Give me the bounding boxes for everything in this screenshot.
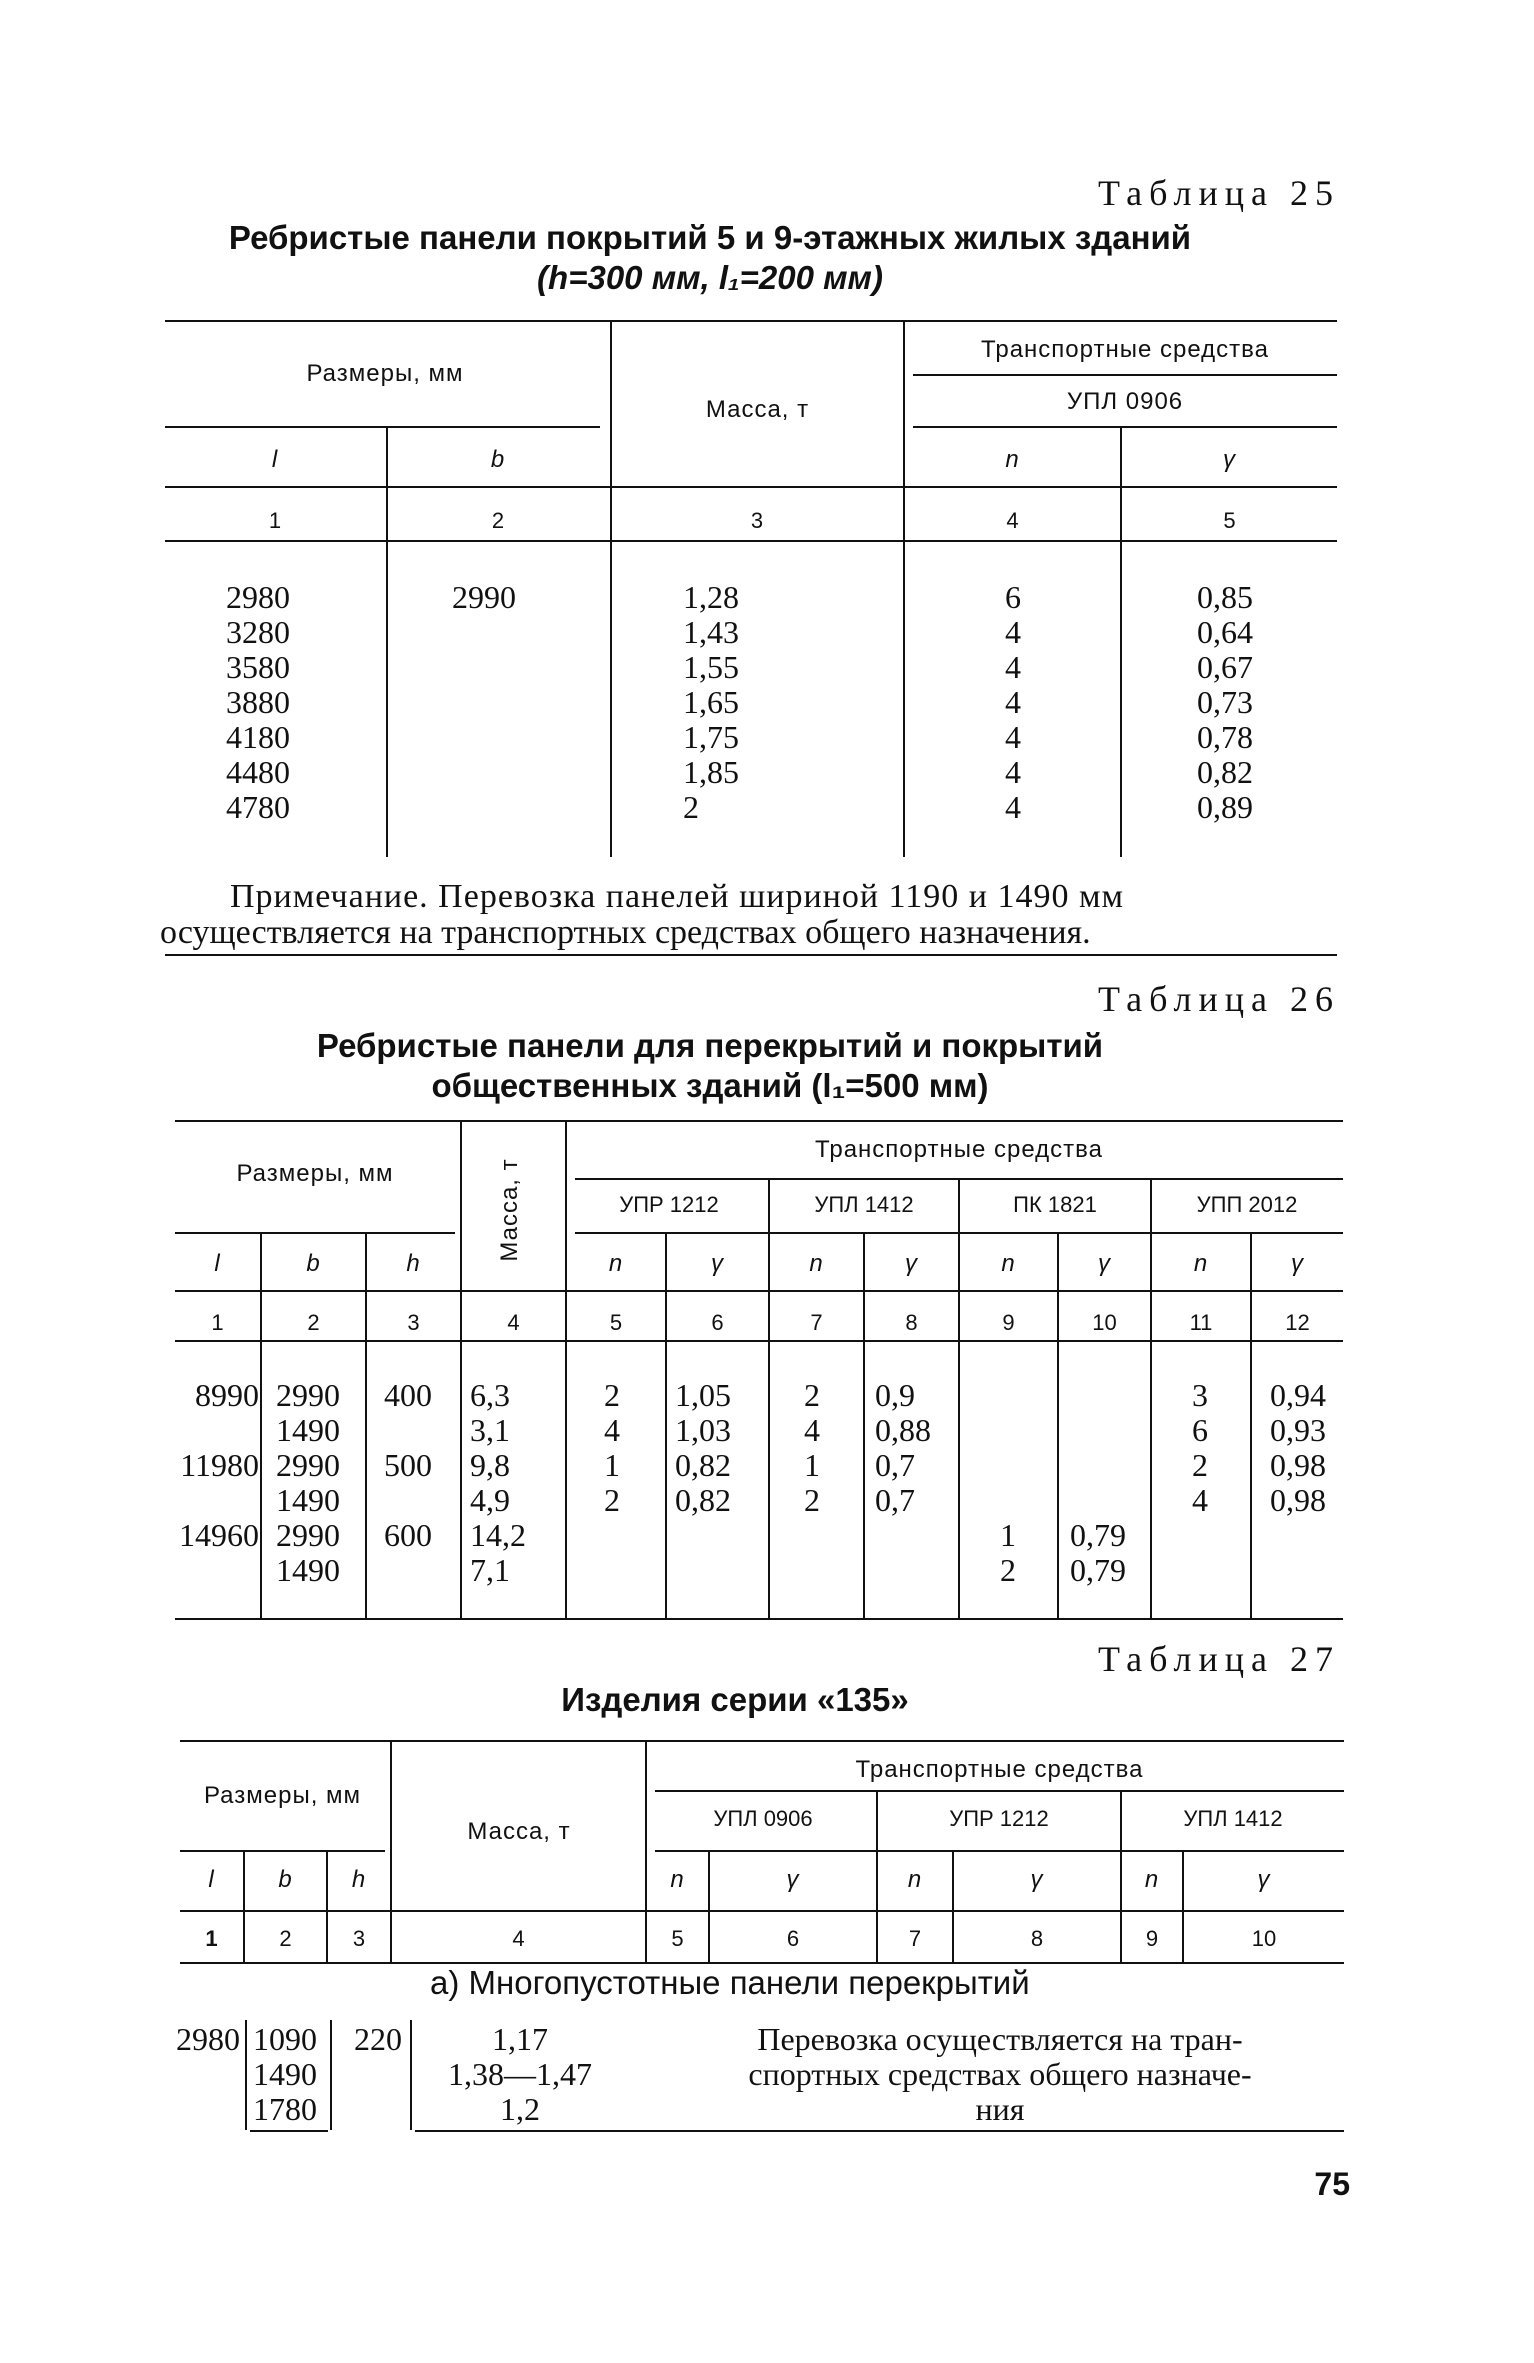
header-n: n bbox=[1144, 1866, 1160, 1893]
header-mass-vertical: Масса, т bbox=[496, 1158, 523, 1262]
rule bbox=[610, 322, 612, 857]
header-n: n bbox=[608, 1250, 624, 1277]
header-b: b bbox=[490, 446, 506, 473]
column-number: 12 bbox=[1285, 1310, 1310, 1335]
header-h: h bbox=[406, 1250, 421, 1277]
table-26-subtitle: общественных зданий (l₁=500 мм) bbox=[431, 1067, 989, 1104]
table-25-title: Ребристые панели покрытий 5 и 9-этажных жилых зданий bbox=[228, 219, 1192, 256]
header-mass: Масса, т bbox=[705, 396, 810, 423]
column-mass-values: 6,3 3,1 9,8 4,9 14,2 7,1 bbox=[470, 1377, 526, 1588]
column-h-values: 220 bbox=[354, 2021, 402, 2057]
column-number: 2 bbox=[279, 1926, 292, 1951]
header-n: n bbox=[670, 1866, 685, 1893]
column-number: 4 bbox=[1006, 508, 1019, 533]
header-gamma: γ bbox=[711, 1250, 724, 1277]
rule bbox=[245, 2020, 247, 2130]
header-upr-1212: УПР 1212 bbox=[619, 1192, 719, 1217]
column-number: 2 bbox=[307, 1310, 320, 1335]
table-26-title: Ребристые панели для перекрытий и покрытий bbox=[316, 1027, 1104, 1064]
header-mass: Масса, т bbox=[467, 1818, 571, 1845]
column-n-values: 2 4 1 2 bbox=[604, 1377, 620, 1518]
page-number: 75 bbox=[1314, 2166, 1350, 2202]
column-l-values: 8990 11980 14960 bbox=[179, 1377, 259, 1553]
column-number: 4 bbox=[507, 1310, 520, 1335]
table-27-label: Таблица 27 bbox=[1098, 1639, 1340, 1679]
header-gamma: γ bbox=[1257, 1866, 1271, 1893]
header-gamma: γ bbox=[1030, 1866, 1044, 1893]
column-number: 1 bbox=[211, 1310, 224, 1335]
header-upl-1412: УПЛ 1412 bbox=[1183, 1806, 1283, 1831]
column-gamma-values: 0,94 0,93 0,98 0,98 bbox=[1270, 1377, 1326, 1518]
rule bbox=[575, 1232, 1343, 1234]
column-l-values: 2980 bbox=[176, 2021, 240, 2057]
column-number: 6 bbox=[711, 1310, 724, 1335]
header-gamma: γ bbox=[1098, 1250, 1111, 1277]
column-number: 5 bbox=[671, 1926, 684, 1951]
column-number: 8 bbox=[905, 1310, 918, 1335]
rule bbox=[903, 322, 905, 857]
header-l: l bbox=[208, 1866, 215, 1893]
rule bbox=[165, 540, 1337, 542]
table-27-title: Изделия серии «135» bbox=[561, 1681, 909, 1718]
header-h: h bbox=[351, 1866, 367, 1893]
column-number: 3 bbox=[750, 508, 764, 533]
table-25-label: Таблица 25 bbox=[1098, 173, 1340, 213]
column-number: 5 bbox=[1223, 508, 1236, 533]
header-transport: Транспортные средства bbox=[815, 1136, 1103, 1163]
column-b-values: 2990 1490 2990 1490 2990 1490 bbox=[276, 1377, 340, 1588]
rule bbox=[165, 426, 600, 428]
header-upl-1412: УПЛ 1412 bbox=[814, 1192, 914, 1217]
rule bbox=[768, 1180, 770, 1619]
header-n: n bbox=[1193, 1250, 1209, 1277]
header-transport: Транспортные средства bbox=[981, 336, 1269, 363]
header-b: b bbox=[278, 1866, 293, 1893]
rule bbox=[165, 320, 1337, 322]
column-h-values: 400 500 600 bbox=[384, 1377, 432, 1553]
header-gamma: γ bbox=[1223, 446, 1236, 473]
header-upl-0906: УПЛ 0906 bbox=[1066, 388, 1184, 415]
table-25-note-cont: осуществляется на транспортных средствах общего назначения. bbox=[160, 914, 1091, 951]
rule bbox=[913, 374, 1337, 376]
header-gamma: γ bbox=[1291, 1250, 1304, 1277]
column-number: 7 bbox=[908, 1926, 922, 1951]
rule bbox=[655, 1850, 1344, 1852]
column-l-values: 2980 3280 3580 3880 4180 4480 4780 bbox=[226, 579, 290, 825]
column-number: 2 bbox=[491, 508, 505, 533]
header-sizes: Размеры, мм bbox=[236, 1160, 394, 1187]
column-number: 9 bbox=[1002, 1310, 1015, 1335]
column-number: 1 bbox=[268, 508, 282, 533]
rule bbox=[655, 1790, 1344, 1792]
header-n: n bbox=[1001, 1250, 1016, 1277]
column-number: 10 bbox=[1251, 1926, 1277, 1951]
header-sizes: Размеры, мм bbox=[306, 360, 464, 387]
rule bbox=[565, 1122, 567, 1619]
header-n: n bbox=[809, 1250, 824, 1277]
rule bbox=[175, 1120, 1343, 1122]
header-b: b bbox=[306, 1250, 321, 1277]
rule bbox=[175, 1618, 1343, 1620]
column-number: 3 bbox=[352, 1926, 366, 1951]
rule bbox=[1120, 428, 1122, 857]
column-number: 1 bbox=[205, 1926, 218, 1951]
column-b-values: 2990 bbox=[452, 579, 516, 615]
rule bbox=[575, 1178, 1343, 1180]
table-25-note: Примечание. Перевозка панелей шириной 1190 и 1490 мм bbox=[230, 878, 1125, 915]
rule bbox=[165, 486, 1337, 488]
column-n-values: 2 4 1 2 bbox=[804, 1377, 820, 1518]
rule bbox=[460, 1122, 462, 1619]
column-number: 8 bbox=[1030, 1926, 1044, 1951]
rule bbox=[958, 1180, 960, 1619]
column-gamma-values: 0,85 0,64 0,67 0,73 0,78 0,82 0,89 bbox=[1197, 579, 1253, 825]
column-number: 11 bbox=[1189, 1310, 1213, 1335]
column-number: 7 bbox=[810, 1310, 823, 1335]
header-upr-1212: УПР 1212 bbox=[949, 1806, 1049, 1831]
header-l: l bbox=[214, 1250, 221, 1277]
rule bbox=[175, 1290, 1343, 1292]
header-l: l bbox=[271, 446, 279, 473]
rule bbox=[415, 2130, 1344, 2132]
header-upp-2012: УПП 2012 bbox=[1196, 1192, 1298, 1217]
column-n-values: 3 6 2 4 bbox=[1192, 1377, 1208, 1518]
column-n-values: 6 4 4 4 4 4 4 bbox=[1005, 579, 1021, 825]
column-gamma-values: 0,9 0,88 0,7 0,7 bbox=[875, 1377, 931, 1518]
rule bbox=[1150, 1180, 1152, 1619]
rule bbox=[913, 426, 1337, 428]
rule bbox=[165, 954, 1337, 956]
table-25-subtitle: (h=300 мм, l₁=200 мм) bbox=[537, 259, 883, 296]
header-pk-1821: ПК 1821 bbox=[1013, 1192, 1097, 1217]
column-number: 9 bbox=[1145, 1926, 1159, 1951]
rule bbox=[386, 428, 388, 857]
rule bbox=[330, 2020, 332, 2130]
section-heading: а) Многопустотные панели перекрытий bbox=[430, 1964, 1030, 2001]
column-mass-values: 1,28 1,43 1,55 1,65 1,75 1,85 2 bbox=[683, 579, 739, 825]
column-b-values: 1090 1490 1780 bbox=[253, 2021, 317, 2127]
header-transport: Транспортные средства bbox=[855, 1756, 1144, 1783]
rule bbox=[180, 1850, 385, 1852]
column-gamma-values: 1,05 1,03 0,82 0,82 bbox=[675, 1377, 731, 1518]
column-number: 10 bbox=[1092, 1310, 1117, 1335]
column-number: 5 bbox=[609, 1310, 623, 1335]
transport-remark: Перевозка осуществляется на тран- спортных средствах общего назначе- ния bbox=[748, 2021, 1252, 2127]
rule bbox=[410, 2020, 412, 2130]
header-gamma: γ bbox=[905, 1250, 918, 1277]
column-number: 3 bbox=[407, 1310, 420, 1335]
column-n-values: 1 2 bbox=[1000, 1517, 1016, 1588]
column-gamma-values: 0,79 0,79 bbox=[1070, 1517, 1126, 1588]
column-number: 4 bbox=[512, 1926, 525, 1951]
header-upl-0906: УПЛ 0906 bbox=[713, 1806, 813, 1831]
header-n: n bbox=[907, 1866, 923, 1893]
column-number: 6 bbox=[786, 1926, 800, 1951]
rule bbox=[175, 1232, 455, 1234]
header-sizes: Размеры, мм bbox=[203, 1782, 362, 1809]
rule bbox=[250, 2130, 328, 2132]
rule bbox=[180, 1740, 1344, 1742]
header-gamma: γ bbox=[786, 1866, 800, 1893]
column-mass-values: 1,17 1,38—1,47 1,2 bbox=[448, 2021, 592, 2127]
rule bbox=[180, 1910, 1344, 1912]
rule bbox=[175, 1340, 1343, 1342]
header-n: n bbox=[1005, 446, 1020, 473]
table-26-label: Таблица 26 bbox=[1098, 979, 1340, 1019]
